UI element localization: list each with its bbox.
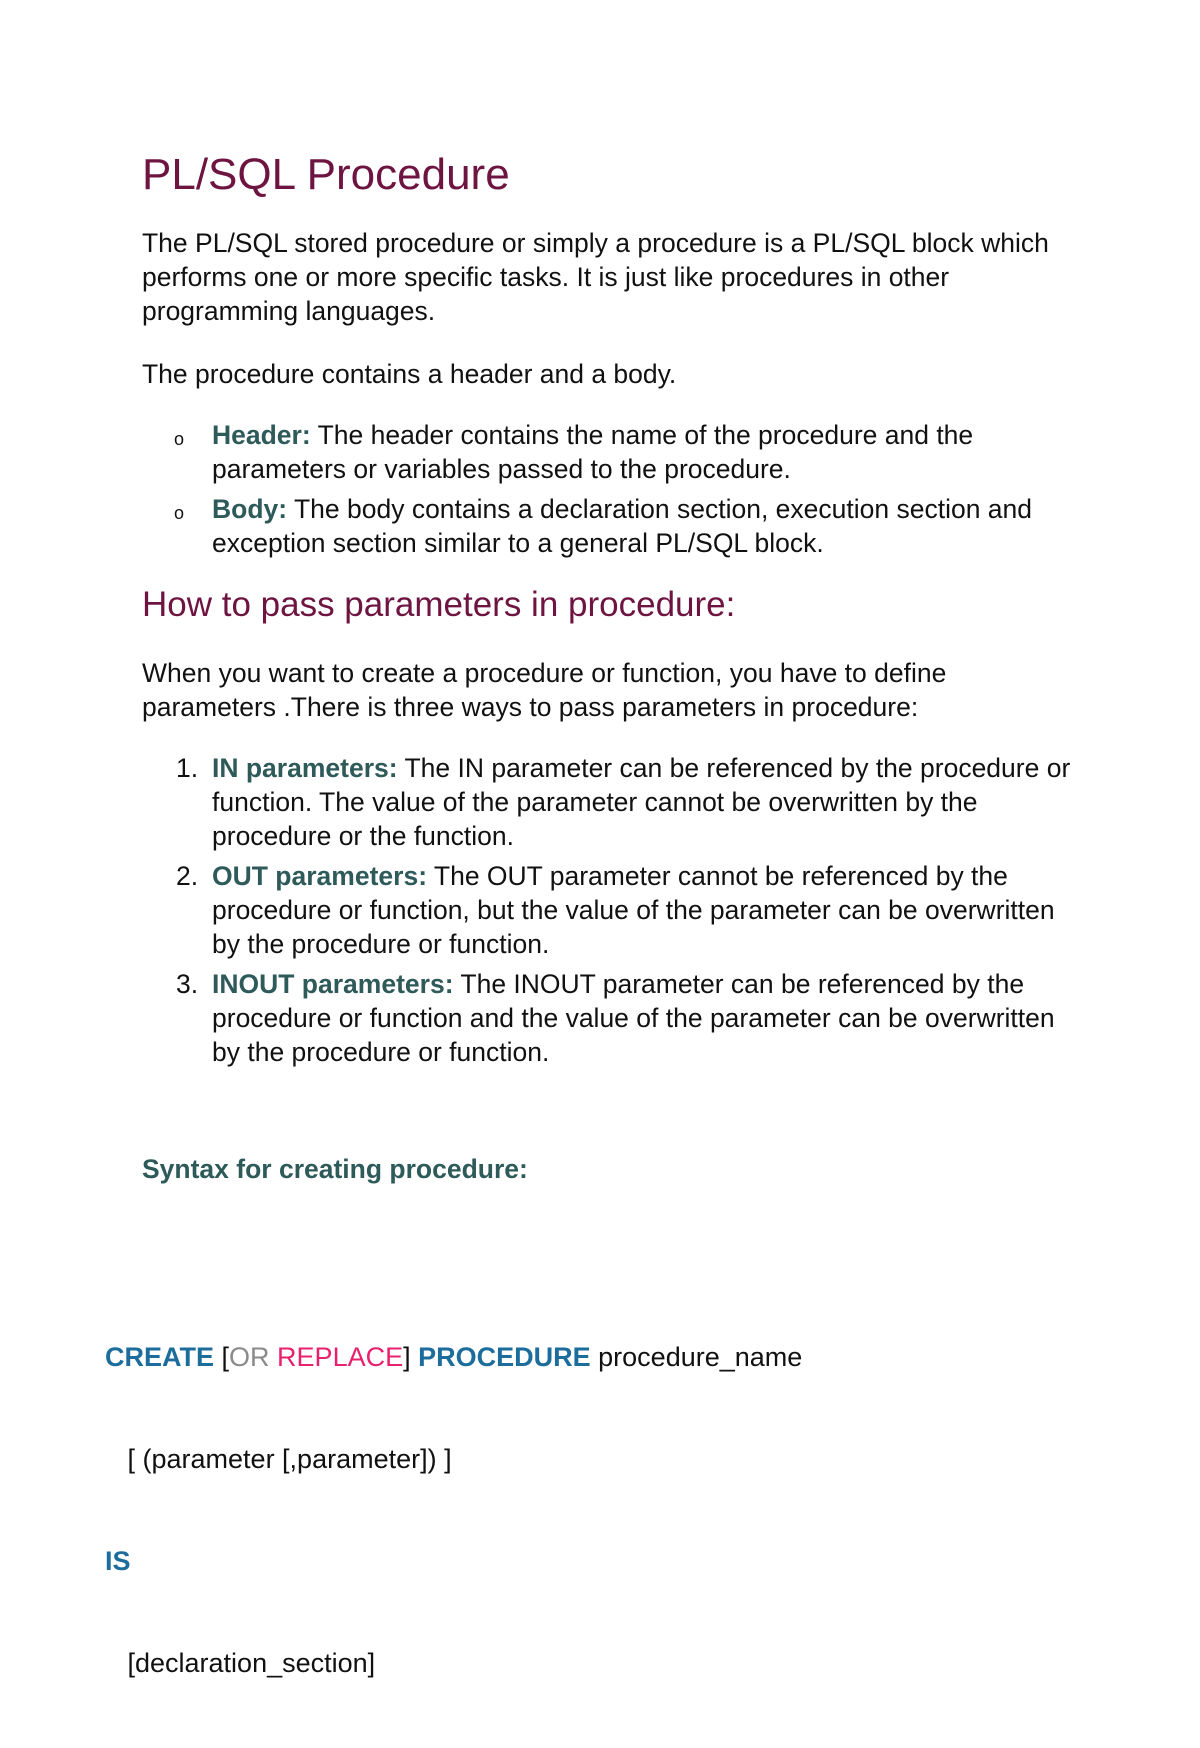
keyword-create: CREATE (105, 1342, 215, 1372)
term-header: Header: (212, 420, 311, 450)
term-out-parameters: OUT parameters: (212, 861, 428, 891)
description-in-parameters: The IN parameter can be referenced by the procedure or function. The value of the parameter cannot be overwritten by the procedure or the function. (212, 753, 1071, 851)
code-procedure-name: procedure_name (590, 1342, 803, 1372)
list-item-header (142, 418, 1072, 486)
code-line-2: [ (parameter [,parameter]) ] (105, 1444, 452, 1474)
description-out-parameters: The OUT parameter cannot be referenced by the procedure or function, but the value of the parameter can be overwritten by the procedure or function. (212, 861, 1055, 959)
description-body: The body contains a declaration section, execution section and exception section similar to a general PL/SQL block. (212, 494, 1033, 558)
number-marker: 1. (176, 753, 199, 783)
keyword-procedure: PROCEDURE (418, 1342, 591, 1372)
code-line-4: [declaration_section] (105, 1648, 376, 1678)
description-header: The header contains the name of the procedure and the parameters or variables passed to the procedure. (212, 420, 974, 484)
page-title: PL/SQL Procedure (142, 150, 510, 199)
list-item-out (142, 859, 1072, 961)
list-item-inout (142, 967, 1072, 1069)
term-inout-parameters: INOUT parameters: (212, 969, 454, 999)
procedure-parts-list (142, 418, 1072, 566)
bullet-marker: o (174, 429, 185, 449)
code-space (270, 1342, 278, 1372)
syntax-heading: Syntax for creating procedure: (142, 1154, 528, 1184)
parameters-intro-paragraph: When you want to create a procedure or function, you have to define parameters .There is three ways to pass parameters in procedure: (142, 658, 947, 722)
code-bracket-open: [ (214, 1342, 230, 1372)
term-body: Body: (212, 494, 288, 524)
description-inout-parameters: The INOUT parameter can be referenced by the procedure or function and the value of the parameter can be overwritten by the procedure or function. (212, 969, 1055, 1067)
keyword-or: OR (229, 1342, 270, 1372)
intro-paragraph: The PL/SQL stored procedure or simply a procedure is a PL/SQL block which performs one or more specific tasks. It is just like procedures in other programming languages. (142, 228, 1049, 326)
number-marker: 2. (176, 861, 199, 891)
code-line-1 (105, 1340, 802, 1374)
keyword-is: IS (105, 1546, 131, 1576)
list-item-in (142, 751, 1072, 853)
bullet-marker: o (174, 503, 185, 523)
parameter-types-list (142, 751, 1072, 1075)
number-marker: 3. (176, 969, 199, 999)
code-bracket-close: ] (403, 1342, 419, 1372)
list-item-body (142, 492, 1072, 560)
term-in-parameters: IN parameters: (212, 753, 398, 783)
keyword-replace: REPLACE (277, 1342, 404, 1372)
section-heading-parameters: How to pass parameters in procedure: (142, 585, 736, 624)
contains-paragraph: The procedure contains a header and a body. (142, 359, 677, 389)
code-block (105, 1272, 802, 1748)
